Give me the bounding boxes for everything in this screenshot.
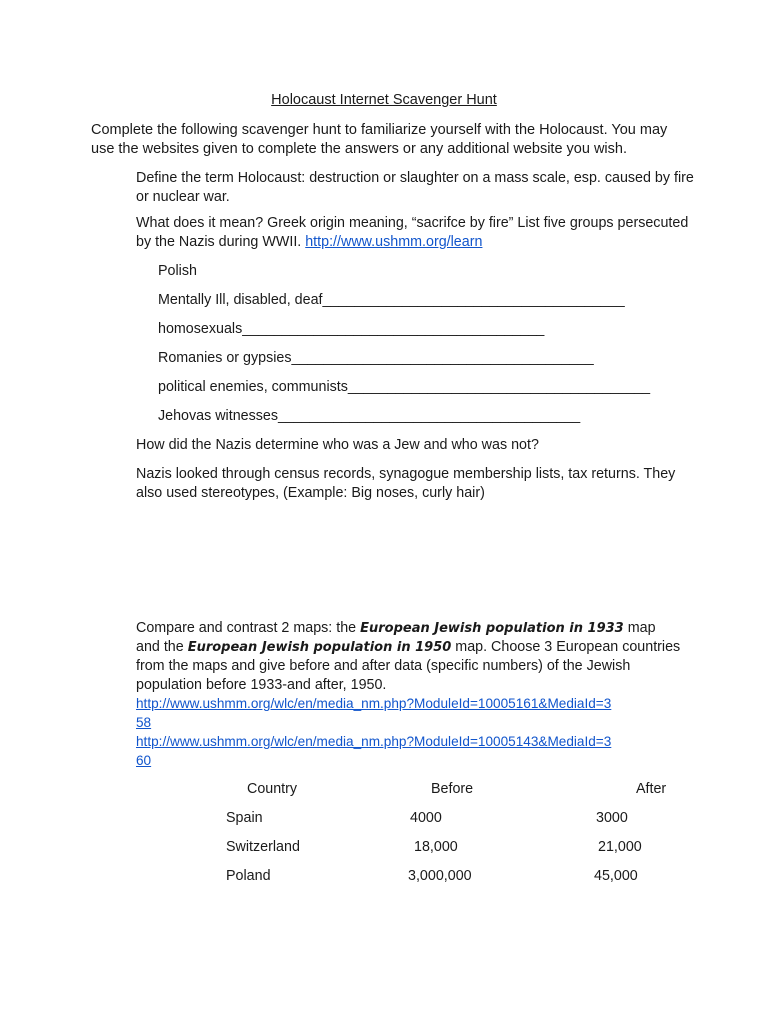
page-title: Holocaust Internet Scavenger Hunt: [271, 92, 497, 108]
table-cell-after: 3000: [596, 810, 628, 826]
map-1950-link[interactable]: [136, 734, 611, 768]
compare-text-3: map. Choose 3 European countries from the maps and give before and after data (specific numbers) of the Jewish population before 1933-and after, 1950.: [136, 639, 681, 693]
table-header-after: After: [636, 781, 667, 797]
group-item-2: Mentally Ill, disabled, deaf______________________________________: [158, 292, 625, 308]
table-cell-before: 3,000,000: [408, 868, 472, 884]
table-header-before: Before: [431, 781, 474, 797]
question-jew: How did the Nazis determine who was a Jew and who was not?: [136, 437, 539, 453]
table-header-country: Country: [247, 781, 298, 797]
compare-text-2: map and the: [136, 620, 656, 655]
map-1933-link[interactable]: [136, 696, 611, 730]
meaning-paragraph: [136, 214, 696, 252]
meaning-text: What does it mean? Greek origin meaning, “sacrifce by fire” List five groups persecuted by the Nazis during WWII.: [136, 215, 689, 250]
table-cell-country: Poland: [226, 868, 271, 884]
table-cell-country: Switzerland: [226, 839, 300, 855]
table-cell-after: 45,000: [594, 868, 638, 884]
map-1950-link-line2: 60: [136, 753, 152, 768]
group-item-3: homosexuals______________________________________: [158, 321, 545, 337]
compare-paragraph: [136, 619, 681, 695]
ushmm-learn-link[interactable]: http://www.ushmm.org/learn: [305, 234, 483, 250]
table-cell-before: 4000: [410, 810, 442, 826]
define-holocaust: Define the term Holocaust: destruction or slaughter on a mass scale, esp. caused by fire or nuclear war.: [136, 170, 694, 205]
table-cell-country: Spain: [226, 810, 263, 826]
map-1950-link-line1: http://www.ushmm.org/wlc/en/media_nm.php?ModuleId=10005143&MediaId=3: [136, 734, 612, 749]
group-item-1: Polish: [158, 263, 197, 279]
map-links: [136, 694, 696, 770]
group-item-6: Jehovas witnesses______________________________________: [158, 408, 581, 424]
map-1933-title: European Jewish population in 1933: [360, 621, 624, 636]
map-1950-title: European Jewish population in 1950: [187, 640, 452, 655]
table-cell-before: 18,000: [414, 839, 458, 855]
table-cell-after: 21,000: [598, 839, 642, 855]
group-item-4: Romanies or gypsies______________________________________: [158, 350, 594, 366]
map-1933-link-line1: http://www.ushmm.org/wlc/en/media_nm.php?ModuleId=10005161&MediaId=3: [136, 696, 612, 711]
group-item-5: political enemies, communists______________________________________: [158, 379, 651, 395]
map-1933-link-line2: 58: [136, 715, 152, 730]
compare-text-1: Compare and contrast 2 maps: the: [136, 620, 361, 636]
answer-jew: Nazis looked through census records, synagogue membership lists, tax returns. They also used stereotypes, (Example: Big noses, curly hair): [136, 466, 676, 501]
intro-paragraph: Complete the following scavenger hunt to familiarize yourself with the Holocaust. You may use the websites given to complete the answers or any additional website you wish.: [91, 122, 668, 157]
